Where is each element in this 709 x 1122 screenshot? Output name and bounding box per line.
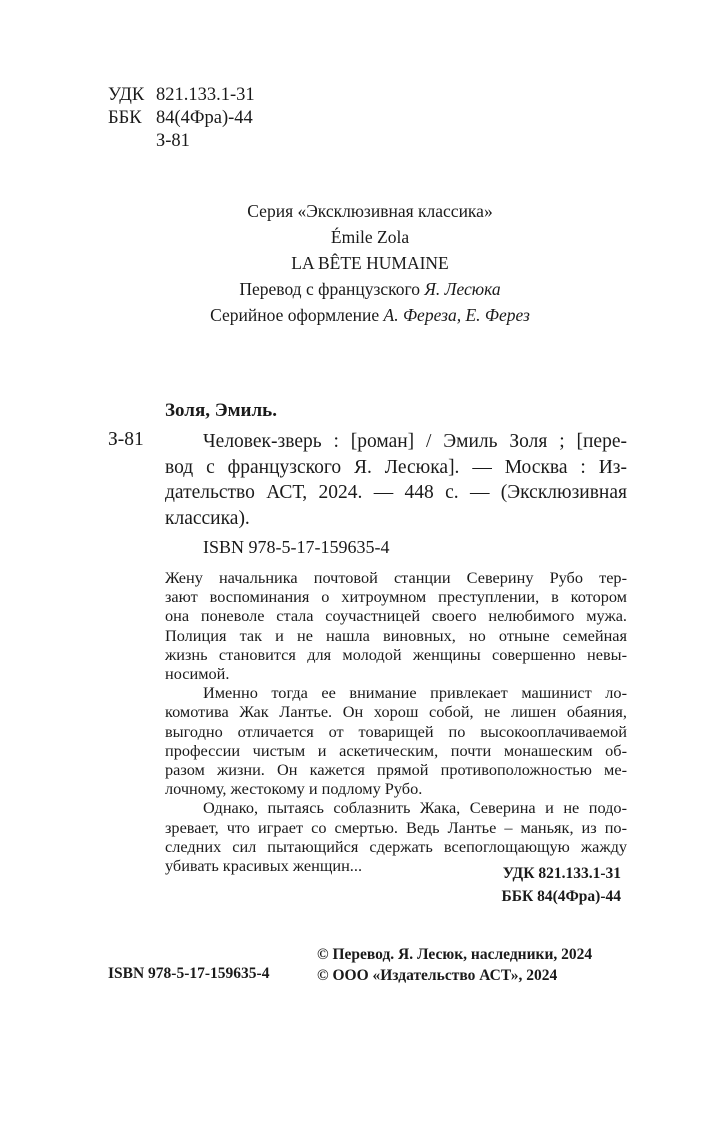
text-line: классика).	[165, 507, 250, 529]
classification-codes	[108, 84, 255, 153]
text-line: Полиция так и не нашла виновных, но отныне семейная	[165, 625, 627, 645]
copyright-translation: © Перевод. Я. Лесюк, наследники, 2024	[317, 946, 593, 963]
footer-isbn: ISBN 978-5-17-159635-4	[108, 965, 270, 982]
annotation-paragraph	[165, 568, 627, 683]
text-line: выгодно отличается от товарищей по высокооплачиваемой	[165, 721, 627, 741]
translator-name: Я. Лесюка	[424, 279, 501, 299]
text-line: следних сил пытающийся сдержать всепоглощающую жажду	[165, 836, 627, 856]
catalog-description	[165, 429, 627, 531]
author-sign: З-81	[156, 131, 190, 151]
copyright-block	[317, 944, 592, 986]
text-line: жизнь становится для молодой женщины совершенно невы-	[165, 644, 627, 664]
text-line: носимой.	[165, 664, 230, 684]
copyright-publisher: © ООО «Издательство АСТ», 2024	[317, 967, 558, 984]
text-line: дательство АСТ, 2024. — 448 с. — (Эксклюзивная	[165, 482, 627, 503]
text-line: зают воспоминания о хитроумном преступлении, в котором	[165, 587, 627, 607]
credits-block	[0, 198, 709, 328]
text-line: она поневоле стала соучастницей своего нелюбимого мужа.	[165, 606, 627, 626]
text-line: вод с французского Я. Лесюка]. — Москва : Из-	[165, 456, 627, 478]
classification-right	[501, 862, 621, 908]
udk-label: УДК	[108, 85, 145, 105]
text-line: Человек-зверь : [роман] / Эмиль Золя ; [пере-	[203, 431, 627, 452]
catalog-code: З-81	[108, 429, 144, 450]
original-title: LA BÊTE HUMAINE	[291, 253, 449, 273]
original-author: Émile Zola	[330, 227, 410, 247]
design-prefix: Серийное оформление	[210, 305, 384, 325]
bbk-value: 84(4Фра)-44	[156, 108, 253, 128]
text-line: комотива Жак Лантье. Он хорош собой, не лишен обаяния,	[165, 702, 627, 722]
text-line: лочному, жестокому и подлому Рубо.	[165, 779, 423, 799]
text-line: Именно тогда ее внимание привлекает машинист ло-	[203, 683, 627, 703]
udk-value: 821.133.1-31	[156, 85, 255, 105]
text-line: разом жизни. Он кажется прямой противоположностью ме-	[165, 760, 627, 780]
translation-credit	[0, 276, 709, 302]
udk-code: УДК 821.133.1-31	[502, 865, 621, 882]
annotation-paragraph	[165, 683, 627, 798]
translation-prefix: Перевод с французского	[239, 279, 425, 299]
text-line: Жену начальника почтовой станции Северину Рубо тер-	[165, 568, 627, 587]
designer-names: А. Фереза, Е. Ферез	[383, 305, 530, 325]
series-name: Серия «Эксклюзивная классика»	[247, 201, 493, 221]
text-line: профессии чистым и аскетическим, почти монашеским об-	[165, 740, 627, 760]
design-credit	[0, 302, 709, 328]
bbk-code: ББК 84(4Фра)-44	[501, 888, 621, 905]
annotation	[165, 568, 627, 875]
bbk-label: ББК	[108, 108, 142, 128]
catalog-author-heading: Золя, Эмиль.	[165, 400, 277, 421]
text-line: зревает, что играет со смертью. Ведь Лантье – маньяк, из по-	[165, 817, 627, 837]
text-line: убивать красивых женщин...	[165, 856, 363, 876]
catalog-isbn: ISBN 978-5-17-159635-4	[203, 537, 390, 557]
text-line: Однако, пытаясь соблазнить Жака, Северина и не подо-	[203, 798, 627, 818]
